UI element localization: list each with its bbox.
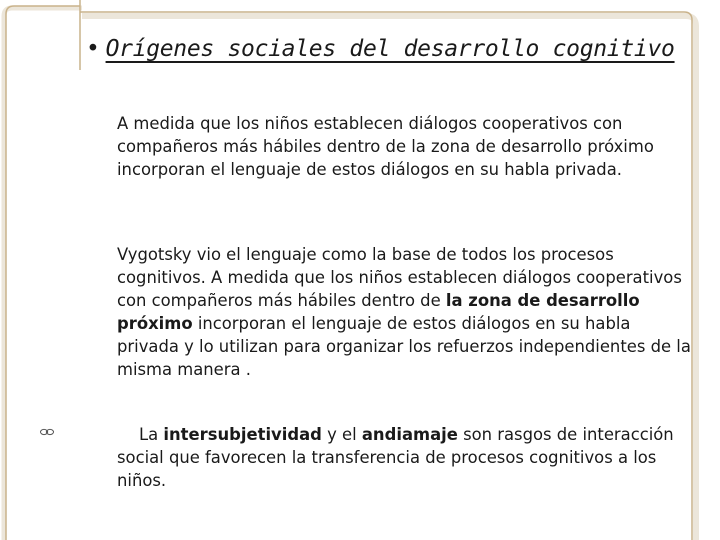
- paragraph-2-text-b: incorporan el lenguaje de estos diálogos en su habla privada y lo utilizan para organizar los refuerzos independientes de la misma manera .: [117, 314, 691, 379]
- slide-title: [86, 36, 675, 62]
- title-bullet: •: [86, 36, 100, 62]
- paragraph-3-text-a: La: [139, 425, 164, 444]
- paragraph-2-bold: la zona de desarrollo próximo: [117, 291, 640, 333]
- paragraph-3-text-c: son rasgos de interacción social que favorecen la transferencia de procesos cognitivos a los niños.: [117, 425, 674, 490]
- paragraph-1: A medida que los niños establecen diálogos cooperativos con compañeros más hábiles dentro de la zona de desarrollo próximo incorporan el lenguaje de estos diálogos en su habla privada.: [117, 114, 654, 179]
- title-text: Orígenes sociales del desarrollo cognitivo: [105, 36, 675, 62]
- paragraph-2: [117, 243, 692, 381]
- intersubjetividad-term: intersubjetividad: [163, 425, 322, 444]
- paragraph-2-text-a: Vygotsky vio el lenguaje como la base de todos los procesos cognitivos. A medida que los niños establecen diálogos cooperativos con compañeros más hábiles dentro de: [117, 245, 682, 310]
- andiamaje-term: andiamaje: [361, 425, 458, 444]
- paragraph-3: [117, 423, 692, 492]
- paragraph-3-text-b: y el: [321, 425, 362, 444]
- flower-bullet-icon: [40, 426, 54, 442]
